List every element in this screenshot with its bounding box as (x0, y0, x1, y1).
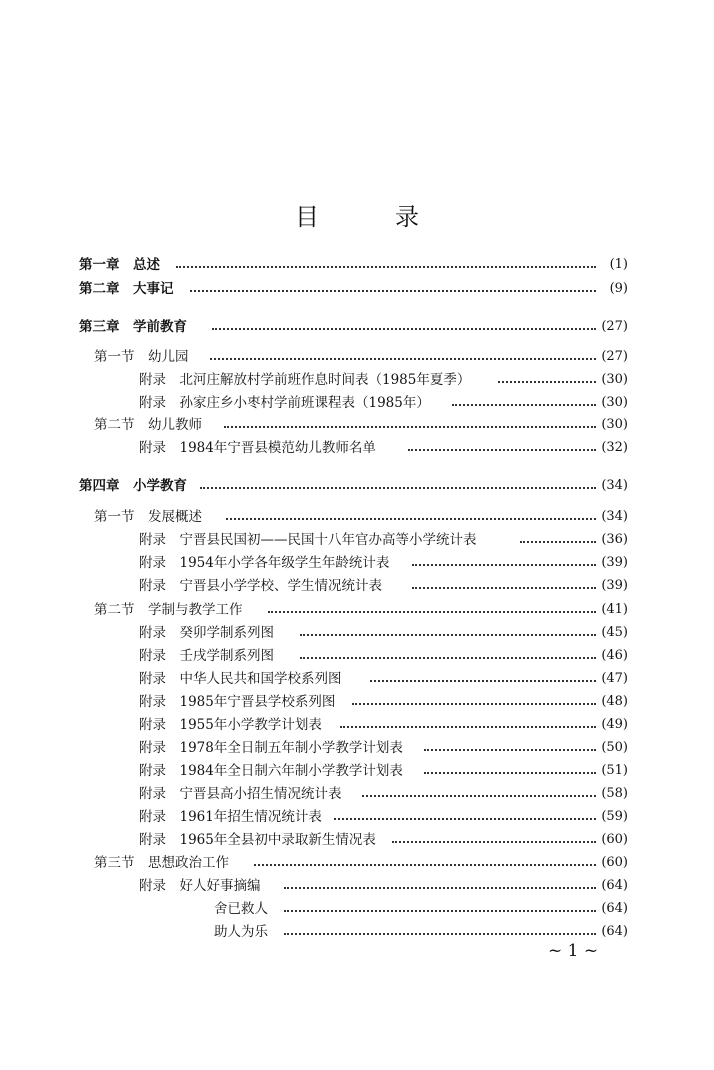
dot-leader (210, 346, 596, 368)
toc-entry-label: 助人为乐 (214, 924, 268, 940)
toc-entry (0, 552, 714, 574)
dot-leader (370, 668, 596, 690)
toc-entry-label: 附录 中华人民共和国学校系列图 (139, 671, 342, 687)
toc-entry-label: 附录 1965年全县初中录取新生情况表 (139, 832, 376, 848)
dot-leader (226, 506, 596, 528)
dot-leader (362, 783, 596, 805)
dot-leader (408, 437, 596, 459)
toc-entry-page: (64) (601, 878, 628, 893)
dot-leader (212, 316, 596, 338)
toc-entry (0, 346, 714, 368)
toc-entry-page: (64) (601, 901, 628, 916)
toc-entry-page: (1) (609, 257, 628, 272)
dot-leader (254, 852, 596, 874)
toc-entry (0, 437, 714, 459)
dot-leader (424, 737, 596, 759)
toc-entry (0, 575, 714, 597)
toc-entry-page: (9) (609, 281, 628, 296)
toc-entry-page: (32) (601, 440, 628, 455)
toc-entry-page: (49) (601, 717, 628, 732)
toc-entry (0, 714, 714, 736)
toc-entry (0, 760, 714, 782)
toc-entry-page: (48) (601, 694, 628, 709)
toc-entry-label: 附录 1985年宁晋县学校系列图 (139, 694, 336, 710)
toc-entry-label: 第一章 总述 (79, 257, 160, 273)
dot-leader (284, 875, 596, 897)
dot-leader (224, 414, 596, 436)
dot-leader (284, 921, 596, 943)
dot-leader (340, 714, 596, 736)
toc-entry-label: 附录 1984年宁晋县模范幼儿教师名单 (139, 440, 376, 456)
toc-entry-page: (59) (601, 809, 628, 824)
toc-entry (0, 691, 714, 713)
toc-entry-label: 第三节 思想政治工作 (94, 855, 229, 871)
toc-entry-label: 附录 孙家庄乡小枣村学前班课程表（1985年） (139, 395, 430, 411)
dot-leader (412, 575, 596, 597)
dot-leader (284, 898, 596, 920)
toc-entry-label: 附录 1955年小学教学计划表 (139, 717, 322, 733)
dot-leader (392, 829, 596, 851)
toc-entry-label: 附录 宁晋县小学学校、学生情况统计表 (139, 578, 382, 594)
toc-entry (0, 668, 714, 690)
toc-entry-label: 第二节 幼儿教师 (94, 417, 202, 433)
toc-entry-label: 附录 癸卯学制系列图 (139, 625, 274, 641)
toc-entry-page: (41) (601, 602, 628, 617)
toc-entry (0, 475, 714, 497)
page-number: ~ 1 ~ (548, 941, 599, 961)
toc-entry (0, 414, 714, 436)
toc-entry (0, 829, 714, 851)
toc-entry-label: 附录 宁晋县民国初——民国十八年官办高等小学统计表 (139, 532, 477, 548)
dot-leader (424, 760, 596, 782)
dot-leader (334, 806, 596, 828)
toc-entry-label: 附录 1978年全日制五年制小学教学计划表 (139, 740, 403, 756)
toc-entry-page: (27) (601, 319, 628, 334)
toc-entry (0, 898, 714, 920)
toc-entry (0, 369, 714, 391)
toc-entry-label: 第二节 学制与教学工作 (94, 602, 243, 618)
toc-entry-label: 第一节 发展概述 (94, 509, 202, 525)
toc-entry (0, 921, 714, 943)
toc-entry-label: 附录 1954年小学各年级学生年龄统计表 (139, 555, 390, 571)
toc-entry (0, 806, 714, 828)
toc-entry-label: 附录 1961年招生情况统计表 (139, 809, 322, 825)
dot-leader (452, 392, 596, 414)
toc-entry (0, 278, 714, 300)
toc-entry-page: (45) (601, 625, 628, 640)
toc-entry (0, 852, 714, 874)
toc-entry-page: (34) (601, 478, 628, 493)
toc-entry (0, 622, 714, 644)
toc-entry (0, 392, 714, 414)
dot-leader (520, 529, 596, 551)
toc-entry-label: 附录 宁晋县高小招生情况统计表 (139, 786, 342, 802)
toc-entry-label: 第四章 小学教育 (79, 478, 187, 494)
dot-leader (300, 622, 596, 644)
toc-entry-label: 舍已救人 (214, 901, 268, 917)
toc-entry-label: 附录 好人好事摘编 (139, 878, 261, 894)
toc-entry-label: 附录 壬戌学制系列图 (139, 648, 274, 664)
dot-leader (200, 475, 596, 497)
toc-entry-page: (58) (601, 786, 628, 801)
toc-entry-page: (64) (601, 924, 628, 939)
toc-entry-page: (39) (601, 578, 628, 593)
toc-entry-label: 第二章 大事记 (79, 281, 174, 297)
dot-leader (190, 278, 596, 300)
dot-leader (412, 552, 596, 574)
toc-entry-page: (30) (601, 372, 628, 387)
toc-entry-page: (60) (601, 855, 628, 870)
toc-entry (0, 529, 714, 551)
toc-entry-label: 附录 北河庄解放村学前班作息时间表（1985年夏季） (139, 372, 471, 388)
toc-entry-page: (30) (601, 417, 628, 432)
toc-entry-page: (39) (601, 555, 628, 570)
toc-entry (0, 645, 714, 667)
toc-entry (0, 506, 714, 528)
toc-entry (0, 316, 714, 338)
toc-entry-page: (50) (601, 740, 628, 755)
toc-entry-page: (34) (601, 509, 628, 524)
dot-leader (268, 599, 596, 621)
toc-entry-page: (46) (601, 648, 628, 663)
dot-leader (176, 254, 596, 276)
toc-entry-label: 第一节 幼儿园 (94, 349, 189, 365)
dot-leader (498, 369, 596, 391)
toc-entry (0, 737, 714, 759)
toc-entry-page: (36) (601, 532, 628, 547)
dot-leader (352, 691, 596, 713)
dot-leader (300, 645, 596, 667)
toc-entry-label: 附录 1984年全日制六年制小学教学计划表 (139, 763, 403, 779)
page-title: 目 录 (295, 203, 445, 231)
toc-entry-page: (27) (601, 349, 628, 364)
toc-entry (0, 254, 714, 276)
toc-entry-page: (51) (601, 763, 628, 778)
toc-entry-label: 第三章 学前教育 (79, 319, 187, 335)
toc-entry (0, 875, 714, 897)
toc-entry-page: (60) (601, 832, 628, 847)
toc-entry (0, 783, 714, 805)
toc-entry (0, 599, 714, 621)
toc-entry-page: (47) (601, 671, 628, 686)
toc-entry-page: (30) (601, 395, 628, 410)
